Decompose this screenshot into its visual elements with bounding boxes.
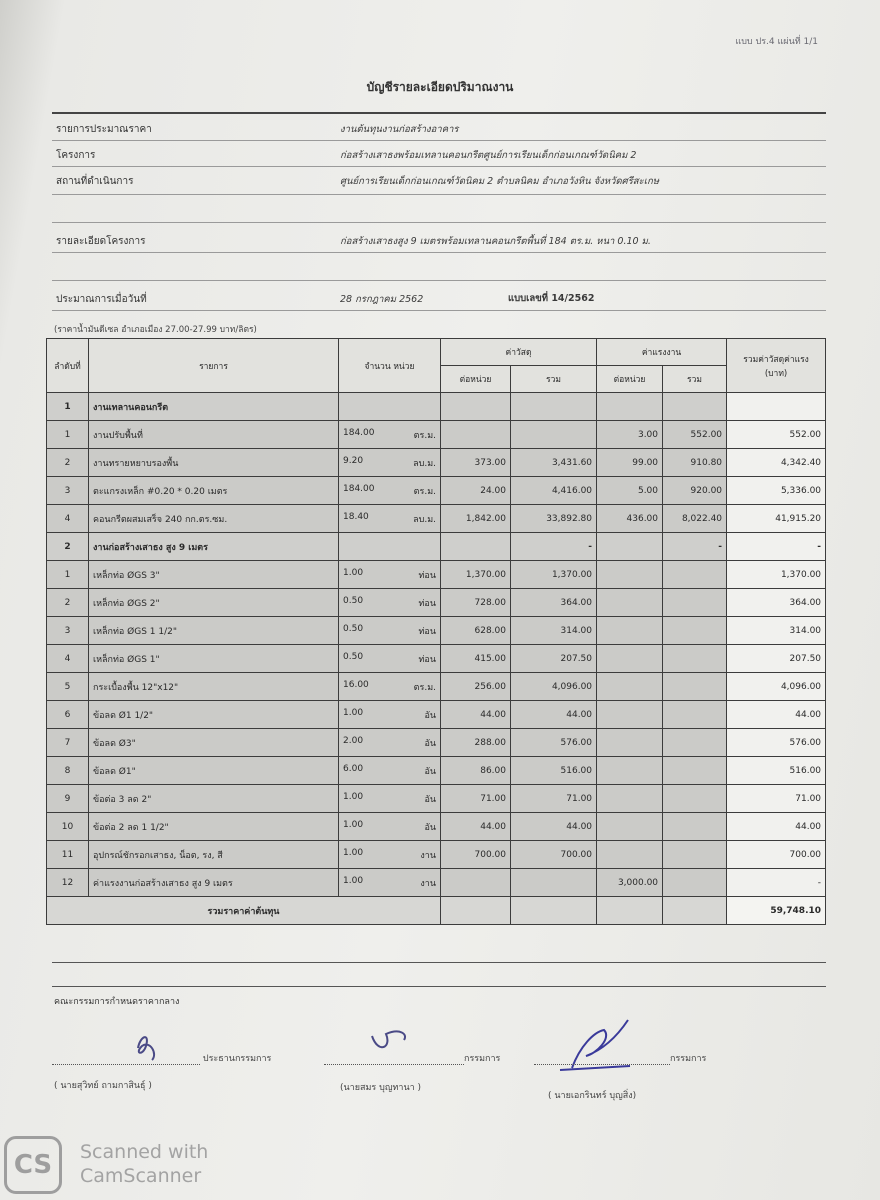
- camscanner-logo-icon: CS: [4, 1136, 62, 1194]
- divider: [52, 280, 826, 281]
- item-material-unit: 628.00: [441, 617, 511, 645]
- cell-blank: [663, 897, 727, 925]
- item-total: 5,336.00: [727, 477, 826, 505]
- signature-role-3: กรรมการ: [670, 1054, 707, 1064]
- item-labor-unit: 436.00: [597, 505, 663, 533]
- divider: [52, 252, 826, 253]
- signature-line-3: [534, 1051, 706, 1065]
- item-material-sum: 44.00: [511, 813, 597, 841]
- item-qty-unit: [339, 589, 441, 617]
- table-body: [47, 393, 826, 925]
- item-no: 2: [47, 449, 89, 477]
- item-material-sum: 71.00: [511, 785, 597, 813]
- item-material-unit: 1,842.00: [441, 505, 511, 533]
- item-labor-sum: [663, 645, 727, 673]
- project-label: โครงการ: [56, 150, 96, 161]
- item-labor-sum: 8,022.40: [663, 505, 727, 533]
- item-name: ข้อต่อ 3 ลด 2": [89, 785, 339, 813]
- signature-line-1: [52, 1051, 271, 1065]
- table-row: [47, 701, 826, 729]
- table-row: [47, 561, 826, 589]
- item-labor-unit: [597, 841, 663, 869]
- item-unit: ตร.ม.: [413, 682, 436, 693]
- item-material-sum: [511, 869, 597, 897]
- item-no: 12: [47, 869, 89, 897]
- header-item: รายการ: [89, 339, 339, 393]
- item-qty-unit: [339, 505, 441, 533]
- item-total: 314.00: [727, 617, 826, 645]
- item-labor-unit: [597, 561, 663, 589]
- grand-total-row: [47, 897, 826, 925]
- item-material-unit: 44.00: [441, 813, 511, 841]
- item-labor-sum: [663, 673, 727, 701]
- item-unit: ท่อน: [418, 654, 436, 665]
- item-qty: 9.20: [343, 455, 364, 466]
- section-material-sum: -: [511, 533, 597, 561]
- item-material-unit: [441, 421, 511, 449]
- item-labor-unit: 5.00: [597, 477, 663, 505]
- fuel-price-note: (ราคาน้ำมันดีเซล อำเภอเมือง 27.00-27.99 บาท/ลิตร): [54, 325, 257, 335]
- item-labor-unit: 3.00: [597, 421, 663, 449]
- item-no: 3: [47, 477, 89, 505]
- cell-labor-unit: [597, 393, 663, 421]
- grand-total-label: รวมราคาค่าต้นทุน: [47, 897, 441, 925]
- cell-qty: [339, 533, 441, 561]
- item-qty-unit: [339, 813, 441, 841]
- watermark-line-1: Scanned with: [80, 1141, 209, 1163]
- item-name: ค่าแรงงานก่อสร้างเสาธง สูง 9 เมตร: [89, 869, 339, 897]
- item-material-sum: 33,892.80: [511, 505, 597, 533]
- item-no: 1: [47, 561, 89, 589]
- form-number: แบบเลขที่ 14/2562: [508, 293, 595, 304]
- item-material-unit: 288.00: [441, 729, 511, 757]
- table-row: [47, 757, 826, 785]
- item-qty: 18.40: [343, 511, 369, 522]
- type-value: งานต้นทุนงานก่อสร้างอาคาร: [340, 124, 459, 135]
- table-row: [47, 449, 826, 477]
- grand-total-value: 59,748.10: [727, 897, 826, 925]
- divider: [52, 194, 826, 195]
- item-labor-unit: [597, 785, 663, 813]
- item-qty: 1.00: [343, 791, 364, 802]
- item-unit: ตร.ม.: [413, 486, 436, 497]
- header-total-currency: (บาท): [764, 368, 788, 379]
- qty-unit-wrap: [343, 848, 436, 862]
- item-qty-unit: [339, 757, 441, 785]
- item-qty: 0.50: [343, 651, 364, 662]
- item-total: 44.00: [727, 813, 826, 841]
- item-name: ตะแกรงเหล็ก #0.20 * 0.20 เมตร: [89, 477, 339, 505]
- item-total: 41,915.20: [727, 505, 826, 533]
- signature-role-1: ประธานกรรมการ: [202, 1054, 272, 1064]
- item-qty-unit: [339, 421, 441, 449]
- item-material-sum: 364.00: [511, 589, 597, 617]
- item-name: งานปรับพื้นที่: [89, 421, 339, 449]
- header-no: ลำดับที่: [47, 339, 89, 393]
- qty-unit-wrap: [343, 596, 436, 610]
- item-material-sum: 1,370.00: [511, 561, 597, 589]
- qty-unit-wrap: [343, 708, 436, 722]
- section-row: [47, 393, 826, 421]
- item-qty: 2.00: [343, 735, 364, 746]
- item-labor-sum: [663, 757, 727, 785]
- item-unit: ตร.ม.: [413, 430, 436, 441]
- item-material-sum: [511, 421, 597, 449]
- item-no: 5: [47, 673, 89, 701]
- item-material-unit: 700.00: [441, 841, 511, 869]
- header-material: ค่าวัสดุ: [441, 339, 597, 366]
- cell-qty: [339, 393, 441, 421]
- item-qty: 1.00: [343, 819, 364, 830]
- item-name: งานทรายหยาบรองพื้น: [89, 449, 339, 477]
- item-name: อุปกรณ์ชักรอกเสาธง, น็อต, รง, สี: [89, 841, 339, 869]
- item-qty-unit: [339, 673, 441, 701]
- section-title: งานเทลานคอนกรีต: [89, 393, 339, 421]
- section-no: 2: [47, 533, 89, 561]
- item-qty: 6.00: [343, 763, 364, 774]
- item-qty-unit: [339, 841, 441, 869]
- signature-marks: [0, 1010, 880, 1080]
- item-name: เหล็กท่อ ØGS 2": [89, 589, 339, 617]
- item-qty: 1.00: [343, 875, 364, 886]
- item-labor-sum: 910.80: [663, 449, 727, 477]
- item-total: 4,342.40: [727, 449, 826, 477]
- section-row: [47, 533, 826, 561]
- item-total: 364.00: [727, 589, 826, 617]
- section-material-sum: [511, 393, 597, 421]
- divider: [52, 112, 826, 114]
- item-unit: ท่อน: [418, 626, 436, 637]
- item-material-sum: 3,431.60: [511, 449, 597, 477]
- item-material-unit: 728.00: [441, 589, 511, 617]
- item-labor-unit: [597, 645, 663, 673]
- item-material-unit: [441, 869, 511, 897]
- item-labor-unit: [597, 617, 663, 645]
- item-total: 552.00: [727, 421, 826, 449]
- item-qty-unit: [339, 561, 441, 589]
- table-row: [47, 589, 826, 617]
- divider: [52, 140, 826, 141]
- item-unit: ท่อน: [418, 598, 436, 609]
- item-labor-sum: [663, 869, 727, 897]
- qty-unit-wrap: [343, 568, 436, 582]
- item-unit: อัน: [424, 794, 436, 805]
- divider: [52, 310, 826, 311]
- cell-blank: [441, 897, 511, 925]
- cell-material-unit: [441, 533, 511, 561]
- qty-unit-wrap: [343, 876, 436, 890]
- item-unit: ท่อน: [418, 570, 436, 581]
- header-material-per-unit: ต่อหน่วย: [441, 366, 511, 393]
- item-material-sum: 44.00: [511, 701, 597, 729]
- section-total: -: [727, 533, 826, 561]
- item-material-unit: 24.00: [441, 477, 511, 505]
- qty-unit-wrap: [343, 484, 436, 498]
- item-no: 4: [47, 645, 89, 673]
- header-total: [727, 339, 826, 393]
- item-no: 10: [47, 813, 89, 841]
- item-no: 4: [47, 505, 89, 533]
- item-no: 2: [47, 589, 89, 617]
- qty-unit-wrap: [343, 624, 436, 638]
- item-name: เหล็กท่อ ØGS 1": [89, 645, 339, 673]
- qty-unit-wrap: [343, 736, 436, 750]
- item-total: 44.00: [727, 701, 826, 729]
- watermark-text: [80, 1140, 208, 1188]
- table-row: [47, 841, 826, 869]
- qty-unit-wrap: [343, 512, 436, 526]
- watermark-line-2: CamScanner: [80, 1165, 202, 1187]
- qty-unit-wrap: [343, 652, 436, 666]
- item-unit: อัน: [424, 710, 436, 721]
- item-total: -: [727, 869, 826, 897]
- item-labor-unit: [597, 701, 663, 729]
- item-no: 11: [47, 841, 89, 869]
- item-unit: อัน: [424, 822, 436, 833]
- cell-blank: [597, 897, 663, 925]
- item-no: 1: [47, 421, 89, 449]
- item-labor-sum: [663, 841, 727, 869]
- table-row: [47, 505, 826, 533]
- item-labor-unit: 3,000.00: [597, 869, 663, 897]
- item-qty-unit: [339, 729, 441, 757]
- qty-unit-wrap: [343, 820, 436, 834]
- divider: [52, 166, 826, 167]
- item-name: ข้อต่อ 2 ลด 1 1/2": [89, 813, 339, 841]
- table-row: [47, 869, 826, 897]
- item-material-unit: 256.00: [441, 673, 511, 701]
- item-labor-sum: [663, 785, 727, 813]
- divider: [52, 222, 826, 223]
- item-qty-unit: [339, 617, 441, 645]
- date-label: ประมาณการเมื่อวันที่: [56, 294, 147, 305]
- item-labor-sum: [663, 701, 727, 729]
- item-unit: งาน: [420, 850, 436, 861]
- item-labor-unit: [597, 729, 663, 757]
- item-labor-sum: [663, 813, 727, 841]
- header-labor: ค่าแรงงาน: [597, 339, 727, 366]
- signature-name-3: ( นายเอกรินทร์ บุญสิ่ง): [548, 1091, 637, 1101]
- section-labor-sum: -: [663, 533, 727, 561]
- item-unit: อัน: [424, 766, 436, 777]
- item-qty: 1.00: [343, 847, 364, 858]
- item-total: 576.00: [727, 729, 826, 757]
- item-material-sum: 576.00: [511, 729, 597, 757]
- qty-unit-wrap: [343, 764, 436, 778]
- type-label: รายการประมาณราคา: [56, 124, 152, 135]
- item-labor-sum: 920.00: [663, 477, 727, 505]
- item-no: 9: [47, 785, 89, 813]
- item-qty-unit: [339, 785, 441, 813]
- item-name: กระเบื้องพื้น 12"x12": [89, 673, 339, 701]
- qty-unit-wrap: [343, 428, 436, 442]
- header-material-sum: รวม: [511, 366, 597, 393]
- section-labor-sum: [663, 393, 727, 421]
- table-row: [47, 813, 826, 841]
- date-value: 28 กรกฎาคม 2562: [340, 294, 424, 305]
- item-unit: งาน: [420, 878, 436, 889]
- cell-labor-unit: [597, 533, 663, 561]
- table-row: [47, 645, 826, 673]
- document-title: บัญชีรายละเอียดปริมาณงาน: [366, 80, 514, 94]
- signature-line-2: [324, 1051, 500, 1065]
- item-name: ข้อลด Ø3": [89, 729, 339, 757]
- item-no: 8: [47, 757, 89, 785]
- item-material-sum: 4,416.00: [511, 477, 597, 505]
- item-unit: ลบ.ม.: [413, 458, 436, 469]
- item-material-unit: 71.00: [441, 785, 511, 813]
- location-label: สถานที่ดำเนินการ: [56, 176, 134, 187]
- item-no: 7: [47, 729, 89, 757]
- header-total-label: รวมค่าวัสดุค่าแรง: [743, 354, 809, 365]
- section-total: [727, 393, 826, 421]
- item-qty-unit: [339, 477, 441, 505]
- item-qty: 184.00: [343, 483, 375, 494]
- section-title: งานก่อสร้างเสาธง สูง 9 เมตร: [89, 533, 339, 561]
- bill-of-quantities-table: [46, 338, 826, 925]
- item-material-sum: 207.50: [511, 645, 597, 673]
- item-no: 3: [47, 617, 89, 645]
- item-qty: 0.50: [343, 595, 364, 606]
- signature-role-2: กรรมการ: [464, 1054, 501, 1064]
- header-qty-unit: จำนวน หน่วย: [339, 339, 441, 393]
- table-row: [47, 785, 826, 813]
- item-qty: 0.50: [343, 623, 364, 634]
- item-labor-unit: [597, 813, 663, 841]
- item-material-unit: 415.00: [441, 645, 511, 673]
- item-total: 516.00: [727, 757, 826, 785]
- item-labor-sum: [663, 729, 727, 757]
- item-material-unit: 373.00: [441, 449, 511, 477]
- signature-name-1: ( นายสุวิทย์ ถามกาสินธุ์ ): [54, 1081, 152, 1091]
- item-labor-unit: [597, 589, 663, 617]
- qty-unit-wrap: [343, 456, 436, 470]
- detail-value: ก่อสร้างเสาธงสูง 9 เมตรพร้อมเทลานคอนกรีตพื้นที่ 184 ตร.ม. หนา 0.10 ม.: [340, 236, 651, 247]
- signature-2: [372, 1032, 405, 1048]
- item-labor-unit: 99.00: [597, 449, 663, 477]
- item-qty-unit: [339, 869, 441, 897]
- item-labor-sum: [663, 561, 727, 589]
- signature-name-2: (นายสมร บุญทานา ): [340, 1083, 422, 1093]
- item-name: เหล็กท่อ ØGS 1 1/2": [89, 617, 339, 645]
- table-row: [47, 673, 826, 701]
- project-value: ก่อสร้างเสาธงพร้อมเทลานคอนกรีตศูนย์การเรียนเด็กก่อนเกณฑ์วัดนิคม 2: [340, 150, 637, 161]
- item-name: ข้อลด Ø1": [89, 757, 339, 785]
- item-qty: 184.00: [343, 427, 375, 438]
- qty-unit-wrap: [343, 792, 436, 806]
- item-total: 71.00: [727, 785, 826, 813]
- item-unit: อัน: [424, 738, 436, 749]
- committee-label: คณะกรรมการกำหนดราคากลาง: [54, 997, 180, 1007]
- item-qty: 1.00: [343, 567, 364, 578]
- item-qty-unit: [339, 645, 441, 673]
- cell-blank: [511, 897, 597, 925]
- item-material-unit: 86.00: [441, 757, 511, 785]
- item-name: ข้อลด Ø1 1/2": [89, 701, 339, 729]
- item-labor-sum: 552.00: [663, 421, 727, 449]
- item-total: 1,370.00: [727, 561, 826, 589]
- cell-material-unit: [441, 393, 511, 421]
- item-material-sum: 700.00: [511, 841, 597, 869]
- table-row: [47, 617, 826, 645]
- item-qty-unit: [339, 449, 441, 477]
- item-qty: 1.00: [343, 707, 364, 718]
- item-labor-sum: [663, 589, 727, 617]
- item-total: 700.00: [727, 841, 826, 869]
- item-no: 6: [47, 701, 89, 729]
- item-material-sum: 314.00: [511, 617, 597, 645]
- item-name: เหล็กท่อ ØGS 3": [89, 561, 339, 589]
- item-unit: ลบ.ม.: [413, 514, 436, 525]
- divider: [52, 986, 826, 987]
- item-material-unit: 1,370.00: [441, 561, 511, 589]
- section-no: 1: [47, 393, 89, 421]
- form-corner-note: แบบ ปร.4 แผ่นที่ 1/1: [735, 37, 818, 47]
- item-material-sum: 516.00: [511, 757, 597, 785]
- item-name: คอนกรีตผสมเสร็จ 240 กก.ตร.ซม.: [89, 505, 339, 533]
- item-labor-sum: [663, 617, 727, 645]
- item-qty-unit: [339, 701, 441, 729]
- header-labor-sum: รวม: [663, 366, 727, 393]
- table-row: [47, 477, 826, 505]
- item-material-sum: 4,096.00: [511, 673, 597, 701]
- item-labor-unit: [597, 757, 663, 785]
- table-row: [47, 421, 826, 449]
- item-total: 4,096.00: [727, 673, 826, 701]
- item-material-unit: 44.00: [441, 701, 511, 729]
- location-value: ศูนย์การเรียนเด็กก่อนเกณฑ์วัดนิคม 2 ตำบลนิคม อำเภอวังหิน จังหวัดศรีสะเกษ: [340, 176, 659, 187]
- qty-unit-wrap: [343, 680, 436, 694]
- item-labor-unit: [597, 673, 663, 701]
- detail-label: รายละเอียดโครงการ: [56, 236, 146, 247]
- header-labor-per-unit: ต่อหน่วย: [597, 366, 663, 393]
- divider: [52, 962, 826, 963]
- item-total: 207.50: [727, 645, 826, 673]
- table-row: [47, 729, 826, 757]
- item-qty: 16.00: [343, 679, 369, 690]
